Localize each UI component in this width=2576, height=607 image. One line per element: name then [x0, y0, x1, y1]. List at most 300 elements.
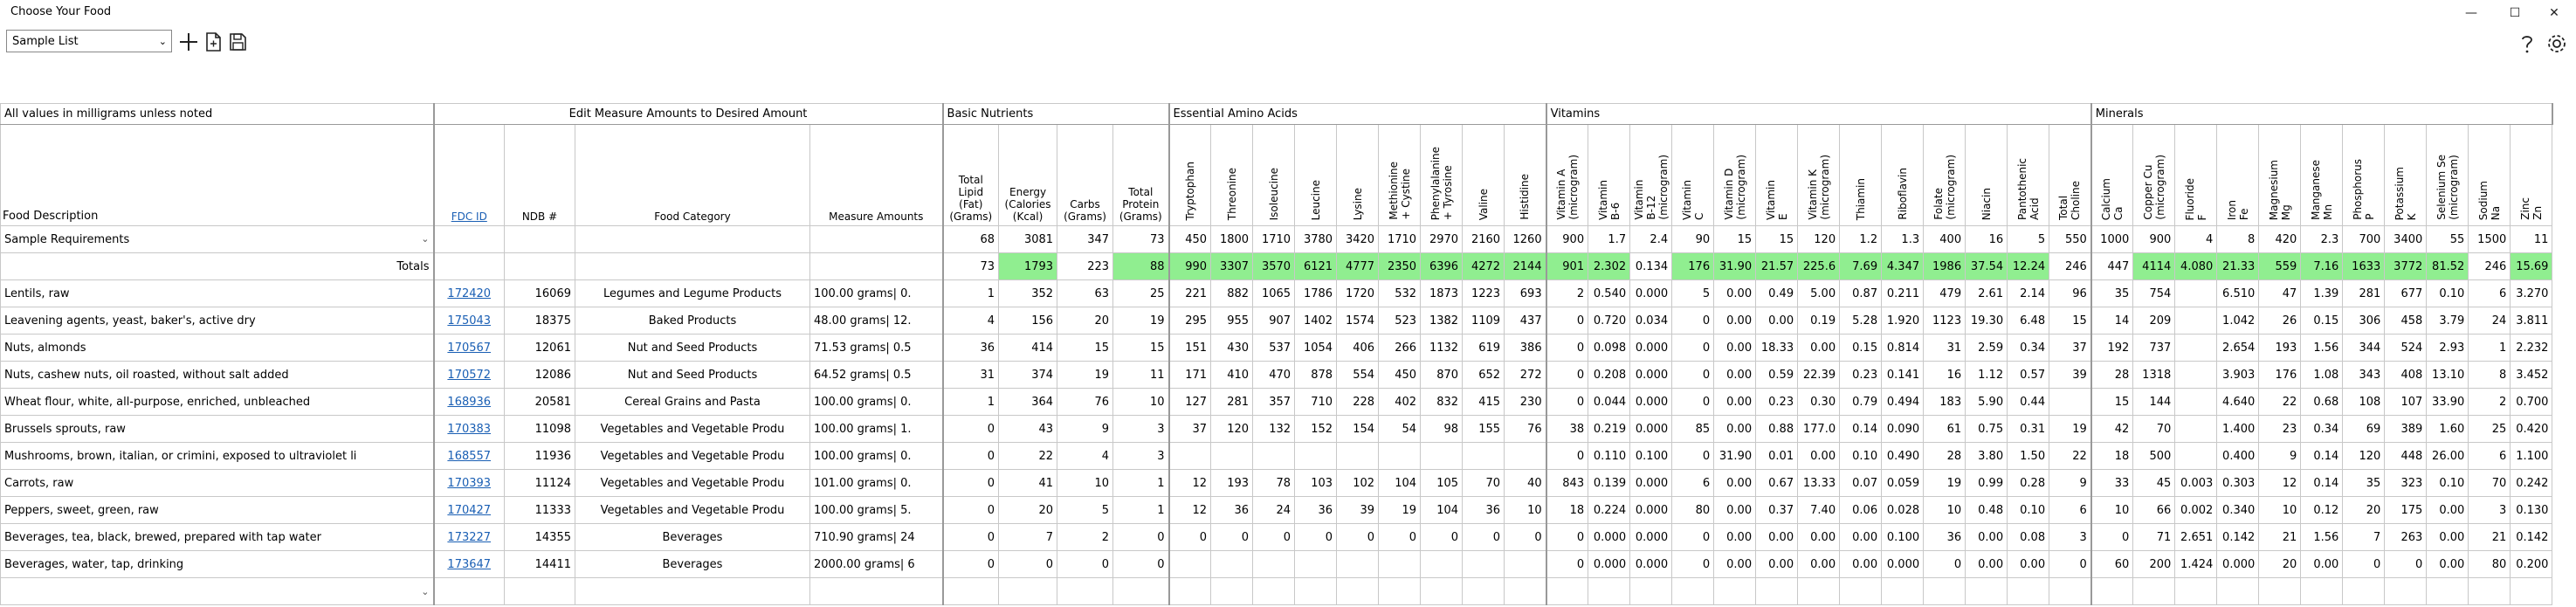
nutrient-value: 0.000 [2217, 551, 2259, 578]
new-file-icon[interactable] [201, 30, 225, 54]
food-description[interactable]: Beverages, water, tap, drinking [1, 551, 434, 578]
nutrient-value: 21 [2259, 524, 2301, 551]
measure-amount-input[interactable]: 100.00 grams| 0. [810, 389, 943, 416]
column-header-label: Iron Fe [2225, 199, 2250, 220]
nutrient-value: 389 [2385, 416, 2427, 443]
nutrient-value: 5.00 [1798, 280, 1840, 307]
nutrient-value: 281 [1211, 389, 1253, 416]
nutrient-value: 0 [1505, 524, 1546, 551]
nutrient-value: 8 [2469, 362, 2511, 389]
nutrient-value: 22 [999, 443, 1057, 470]
requirement-value[interactable]: 420 [2259, 226, 2301, 253]
nutrient-value: 0.23 [1756, 389, 1798, 416]
food-row[interactable] [1, 524, 2552, 551]
requirement-value[interactable]: 120 [1798, 226, 1840, 253]
nutrient-value: 3.79 [2427, 307, 2469, 335]
nutrient-value [1421, 443, 1463, 470]
nutrient-value: 0.49 [1756, 280, 1798, 307]
column-header-label: Threonine [1225, 167, 1238, 220]
requirement-value[interactable]: 900 [1546, 226, 1588, 253]
nutrient-value: 523 [1379, 307, 1421, 335]
total-value: 6396 [1421, 253, 1463, 280]
requirements-select[interactable] [1, 226, 434, 253]
requirement-value[interactable]: 3400 [2385, 226, 2427, 253]
nutrient-value: 230 [1505, 389, 1546, 416]
nutrient-value: 19 [2049, 416, 2091, 443]
total-value: 88 [1113, 253, 1169, 280]
nutrient-value: 1065 [1253, 280, 1295, 307]
empty-cell [1113, 578, 1169, 605]
requirement-value[interactable]: 2970 [1421, 226, 1463, 253]
nutrient-value: 0 [1546, 362, 1588, 389]
food-list-select-value: Sample List [12, 35, 79, 48]
requirement-value[interactable]: 1800 [1211, 226, 1253, 253]
nutrient-value: 21 [2469, 524, 2511, 551]
ndb-number: 16069 [505, 280, 575, 307]
nutrient-value: 0.15 [1840, 335, 1882, 362]
nutrient-value: 0.090 [1882, 416, 1924, 443]
nutrient-value: 45 [2133, 470, 2175, 497]
minimize-button[interactable]: — [2465, 6, 2477, 20]
nutrient-value: 554 [1337, 362, 1379, 389]
food-row[interactable] [1, 389, 2552, 416]
food-description[interactable]: Beverages, tea, black, brewed, prepared with tap water [1, 524, 434, 551]
nutrient-value: 0.000 [1630, 497, 1672, 524]
column-header-label: Food Category [654, 210, 731, 223]
total-value: 990 [1169, 253, 1211, 280]
column-header [2091, 125, 2133, 226]
requirement-value[interactable]: 1.3 [1882, 226, 1924, 253]
total-value: 4114 [2133, 253, 2175, 280]
measure-amount-input[interactable]: 64.52 grams| 0.5 [810, 362, 943, 389]
nutrient-value: 43 [999, 416, 1057, 443]
nutrient-value: 107 [2385, 389, 2427, 416]
requirement-value[interactable]: 400 [1924, 226, 1966, 253]
food-row[interactable] [1, 551, 2552, 578]
measure-amount-input[interactable]: 2000.00 grams| 6 [810, 551, 943, 578]
requirement-value[interactable]: 8 [2217, 226, 2259, 253]
nutrient-value [1505, 551, 1546, 578]
add-icon[interactable] [176, 30, 201, 54]
empty-cell [505, 578, 575, 605]
title-bar [0, 0, 2576, 26]
requirement-value[interactable]: 2160 [1463, 226, 1505, 253]
nutrient-value: 2.14 [2008, 280, 2049, 307]
column-header-label: Phosphorus P [2351, 159, 2376, 220]
requirement-value[interactable]: 3081 [999, 226, 1057, 253]
empty-cell [1337, 578, 1379, 605]
requirement-value[interactable]: 3780 [1295, 226, 1337, 253]
empty-cell [434, 226, 505, 253]
nutrient-value: 47 [2259, 280, 2301, 307]
measure-amount-input[interactable]: 100.00 grams| 0. [810, 280, 943, 307]
column-header-label: Phenylalanine + Tyrosine [1429, 146, 1454, 220]
nutrient-value: 0 [1672, 335, 1714, 362]
measure-amount-input[interactable]: 101.00 grams| 0. [810, 470, 943, 497]
nutrient-value: 0 [2385, 551, 2427, 578]
nutrient-value: 3 [2469, 497, 2511, 524]
empty-cell [1057, 578, 1113, 605]
nutrient-value: 24 [1253, 497, 1295, 524]
food-row[interactable] [1, 335, 2552, 362]
nutrient-value: 15 [1057, 335, 1113, 362]
nutrient-value: 0.00 [1966, 524, 2008, 551]
food-description[interactable]: Nuts, almonds [1, 335, 434, 362]
requirement-value[interactable]: 15 [1756, 226, 1798, 253]
measure-amount-input[interactable]: 48.00 grams| 12. [810, 307, 943, 335]
column-header [2259, 125, 2301, 226]
total-value: 176 [1672, 253, 1714, 280]
empty-cell [1672, 578, 1714, 605]
requirement-value[interactable]: 450 [1169, 226, 1211, 253]
empty-cell [999, 578, 1057, 605]
nutrient-value: 151 [1169, 335, 1211, 362]
requirement-value[interactable]: 2.4 [1630, 226, 1672, 253]
nutrient-value: 0.100 [1882, 524, 1924, 551]
food-description[interactable]: Nuts, cashew nuts, oil roasted, without salt added [1, 362, 434, 389]
nutrient-value: 0.10 [2427, 280, 2469, 307]
column-header [1840, 125, 1882, 226]
nutrient-value: 1720 [1337, 280, 1379, 307]
food-description[interactable]: Lentils, raw [1, 280, 434, 307]
nutrient-value [1295, 551, 1337, 578]
nutrient-value: 652 [1463, 362, 1505, 389]
nutrient-value: 41 [999, 470, 1057, 497]
requirement-value[interactable]: 1710 [1253, 226, 1295, 253]
nutrient-value: 11 [1113, 362, 1169, 389]
column-group-header: Edit Measure Amounts to Desired Amount [434, 104, 943, 125]
requirement-value[interactable]: 1.7 [1588, 226, 1630, 253]
nutrient-value: 19 [1924, 470, 1966, 497]
food-category: Legumes and Legume Products [575, 280, 810, 307]
nutrient-value: 6.48 [2008, 307, 2049, 335]
column-header [2133, 125, 2175, 226]
nutrient-value: 0 [1924, 551, 1966, 578]
nutrient-value: 448 [2385, 443, 2427, 470]
empty-cell [1966, 578, 2008, 605]
measure-amount-input[interactable]: 100.00 grams| 0. [810, 443, 943, 470]
nutrient-value: 0.000 [1630, 362, 1672, 389]
food-description[interactable]: Peppers, sweet, green, raw [1, 497, 434, 524]
nutrient-value: 0.79 [1840, 389, 1882, 416]
nutrient-value: 344 [2343, 335, 2385, 362]
column-header-label[interactable]: FDC ID [451, 210, 487, 223]
fdc-id-link[interactable]: 168557 [434, 443, 505, 470]
fdc-id-link[interactable]: 173227 [434, 524, 505, 551]
nutrient-value: 15 [2049, 307, 2091, 335]
food-row[interactable] [1, 307, 2552, 335]
requirement-value[interactable]: 11 [2511, 226, 2552, 253]
food-description[interactable]: Wheat flour, white, all-purpose, enriched, unbleached [1, 389, 434, 416]
nutrient-value: 14 [2091, 307, 2133, 335]
nutrient-value: 0.224 [1588, 497, 1630, 524]
nutrient-value: 0.14 [2301, 443, 2343, 470]
close-button[interactable]: ✕ [2549, 6, 2559, 20]
totals-row [1, 253, 2552, 280]
nutrient-value: 1873 [1421, 280, 1463, 307]
nutrient-value: 0.30 [1798, 389, 1840, 416]
ndb-number: 11098 [505, 416, 575, 443]
total-value: 559 [2259, 253, 2301, 280]
nutrient-value: 0.303 [2217, 470, 2259, 497]
nutrient-value: 0 [999, 551, 1057, 578]
empty-cell [2511, 578, 2552, 605]
save-icon[interactable] [225, 30, 250, 54]
nutrient-value: 0.00 [2301, 551, 2343, 578]
nutrient-value: 2 [2469, 389, 2511, 416]
nutrient-value: 0.000 [1630, 416, 1672, 443]
column-header [1924, 125, 1966, 226]
requirements-label: Sample Requirements [4, 232, 130, 246]
nutrient-value: 2.654 [2217, 335, 2259, 362]
column-header [2049, 125, 2091, 226]
food-category: Nut and Seed Products [575, 335, 810, 362]
empty-cell [434, 578, 505, 605]
column-header [943, 125, 999, 226]
new-food-row[interactable] [1, 578, 2552, 605]
nutrient-value: 437 [1505, 307, 1546, 335]
requirement-value[interactable]: 1260 [1505, 226, 1546, 253]
nutrient-value: 36 [943, 335, 999, 362]
nutrient-value: 63 [1057, 280, 1113, 307]
requirement-value[interactable]: 700 [2343, 226, 2385, 253]
measure-amount-input[interactable]: 100.00 grams| 5. [810, 497, 943, 524]
requirement-value[interactable]: 550 [2049, 226, 2091, 253]
food-row[interactable] [1, 416, 2552, 443]
total-value: 7.16 [2301, 253, 2343, 280]
gear-icon[interactable] [2545, 31, 2569, 56]
column-header [1463, 125, 1505, 226]
empty-cell [575, 226, 810, 253]
fdc-id-link[interactable]: 170427 [434, 497, 505, 524]
requirement-value[interactable]: 1710 [1379, 226, 1421, 253]
nutrient-value: 16 [1924, 362, 1966, 389]
help-icon[interactable] [2515, 31, 2539, 56]
nutrient-value: 0.67 [1756, 470, 1798, 497]
nutrient-value: 0 [1546, 551, 1588, 578]
nutrient-value: 2.93 [2427, 335, 2469, 362]
requirement-value[interactable]: 1.2 [1840, 226, 1882, 253]
fdc-id-link[interactable]: 170393 [434, 470, 505, 497]
total-value: 2.302 [1588, 253, 1630, 280]
nutrient-value: 0 [1546, 443, 1588, 470]
measure-amount-input[interactable]: 100.00 grams| 1. [810, 416, 943, 443]
column-header-label: Total Choline [2057, 181, 2083, 220]
nutrient-value: 343 [2343, 362, 2385, 389]
nutrient-value: 0.00 [1966, 551, 2008, 578]
nutrient-value: 10 [2091, 497, 2133, 524]
column-header-label: Zinc Zn [2518, 197, 2544, 220]
empty-cell [434, 253, 505, 280]
nutrient-value: 0.000 [1630, 389, 1672, 416]
empty-cell [2343, 578, 2385, 605]
nutrient-value: 36 [1924, 524, 1966, 551]
column-header-label: NDB # [521, 210, 558, 223]
nutrient-value: 103 [1295, 470, 1337, 497]
column-header [1, 125, 434, 226]
requirement-value[interactable]: 3420 [1337, 226, 1379, 253]
nutrient-value: 0.211 [1882, 280, 1924, 307]
fdc-id-link[interactable]: 170567 [434, 335, 505, 362]
column-header [1253, 125, 1295, 226]
nutrient-value: 2.61 [1966, 280, 2008, 307]
requirement-value[interactable]: 4 [2175, 226, 2217, 253]
requirement-value[interactable]: 900 [2133, 226, 2175, 253]
food-description[interactable]: Carrots, raw [1, 470, 434, 497]
empty-cell [1714, 578, 1756, 605]
nutrient-value: 907 [1253, 307, 1295, 335]
food-row[interactable] [1, 443, 2552, 470]
empty-cell [1421, 578, 1463, 605]
column-header [2511, 125, 2552, 226]
empty-cell [2175, 578, 2217, 605]
nutrient-value: 0 [943, 551, 999, 578]
nutrient-value: 0.14 [2301, 470, 2343, 497]
nutrient-value: 0.00 [2008, 551, 2049, 578]
nutrient-value: 1 [1113, 470, 1169, 497]
requirement-value[interactable]: 2.3 [2301, 226, 2343, 253]
nutrient-value: 0.139 [1588, 470, 1630, 497]
requirement-value[interactable]: 90 [1672, 226, 1714, 253]
fdc-id-link[interactable]: 175043 [434, 307, 505, 335]
nutrient-value: 221 [1169, 280, 1211, 307]
empty-cell [2217, 578, 2259, 605]
nutrient-value: 0.01 [1756, 443, 1798, 470]
nutrient-value: 108 [2343, 389, 2385, 416]
requirement-value[interactable]: 5 [2008, 226, 2049, 253]
column-header-label: Folate (microgram) [1932, 155, 1957, 220]
total-value: 2350 [1379, 253, 1421, 280]
fdc-id-link[interactable]: 168936 [434, 389, 505, 416]
total-value: 7.69 [1840, 253, 1882, 280]
nutrient-value: 0 [943, 524, 999, 551]
column-header [1505, 125, 1546, 226]
column-header-row [1, 125, 2552, 226]
fdc-id-link[interactable]: 170383 [434, 416, 505, 443]
nutrient-value [1295, 443, 1337, 470]
column-header[interactable] [434, 125, 505, 226]
nutrient-value [1337, 443, 1379, 470]
nutrient-value: 25 [1113, 280, 1169, 307]
empty-cell [1169, 578, 1211, 605]
food-description[interactable]: Leavening agents, yeast, baker's, active dry [1, 307, 434, 335]
requirement-value[interactable]: 1000 [2091, 226, 2133, 253]
fdc-id-link[interactable]: 173647 [434, 551, 505, 578]
food-row[interactable] [1, 362, 2552, 389]
nutrient-value: 0.00 [1798, 335, 1840, 362]
new-food-select[interactable] [1, 578, 434, 605]
food-description[interactable]: Mushrooms, brown, italian, or crimini, exposed to ultraviolet li [1, 443, 434, 470]
nutrient-value: 228 [1337, 389, 1379, 416]
nutrient-value: 0.34 [2301, 416, 2343, 443]
nutrient-value: 0.490 [1882, 443, 1924, 470]
requirement-value[interactable]: 16 [1966, 226, 2008, 253]
nutrient-value: 6 [1672, 470, 1714, 497]
nutrient-value: 0 [1337, 524, 1379, 551]
empty-cell [1630, 578, 1672, 605]
food-row[interactable] [1, 497, 2552, 524]
column-header [1421, 125, 1463, 226]
column-header [505, 125, 575, 226]
nutrient-value: 13.33 [1798, 470, 1840, 497]
nutrient-value: 37 [2049, 335, 2091, 362]
total-value: 15.69 [2511, 253, 2552, 280]
fdc-id-link[interactable]: 172420 [434, 280, 505, 307]
column-header-label: Thiamin [1854, 177, 1867, 220]
total-value: 37.54 [1966, 253, 2008, 280]
food-list-select[interactable] [6, 30, 172, 52]
column-header [2301, 125, 2343, 226]
nutrient-value: 0.000 [1630, 280, 1672, 307]
nutrient-value: 524 [2385, 335, 2427, 362]
empty-cell [2427, 578, 2469, 605]
nutrient-value: 78 [1253, 470, 1295, 497]
column-group-header: Minerals [2091, 104, 2552, 125]
empty-cell [1463, 578, 1505, 605]
column-header-label: Lysine [1351, 187, 1364, 220]
empty-cell [1505, 578, 1546, 605]
nutrient-value: 1786 [1295, 280, 1337, 307]
measure-amount-input[interactable]: 71.53 grams| 0.5 [810, 335, 943, 362]
nutrient-value: 737 [2133, 335, 2175, 362]
nutrient-value: 430 [1211, 335, 1253, 362]
requirement-value[interactable]: 1500 [2469, 226, 2511, 253]
column-header [1714, 125, 1756, 226]
requirement-value[interactable]: 15 [1714, 226, 1756, 253]
measure-amount-input[interactable]: 710.90 grams| 24 [810, 524, 943, 551]
requirement-value[interactable]: 55 [2427, 226, 2469, 253]
requirement-value[interactable]: 68 [943, 226, 999, 253]
column-header-label: Histidine [1519, 174, 1532, 220]
nutrient-value: 754 [2133, 280, 2175, 307]
nutrient-value: 0 [1672, 524, 1714, 551]
total-value: 4777 [1337, 253, 1379, 280]
total-value: 31.90 [1714, 253, 1756, 280]
window-title: Choose Your Food [10, 5, 112, 18]
total-value: 225.6 [1798, 253, 1840, 280]
fdc-id-link[interactable]: 170572 [434, 362, 505, 389]
nutrient-value: 154 [1337, 416, 1379, 443]
nutrient-value: 4 [943, 307, 999, 335]
food-row[interactable] [1, 280, 2552, 307]
nutrient-value: 3.452 [2511, 362, 2552, 389]
empty-cell [505, 226, 575, 253]
empty-cell [810, 253, 943, 280]
nutrient-value: 0.19 [1798, 307, 1840, 335]
nutrient-value [1421, 551, 1463, 578]
food-description[interactable]: Brussels sprouts, raw [1, 416, 434, 443]
nutrient-value: 6.510 [2217, 280, 2259, 307]
maximize-button[interactable]: ☐ [2509, 6, 2521, 20]
nutrient-value: 0.100 [1630, 443, 1672, 470]
nutrient-value: 15 [1113, 335, 1169, 362]
nutrient-value: 96 [2049, 280, 2091, 307]
nutrient-value: 0.57 [2008, 362, 2049, 389]
nutrient-value: 19 [1379, 497, 1421, 524]
nutrient-value: 0 [2091, 524, 2133, 551]
nutrient-value: 209 [2133, 307, 2175, 335]
requirement-value[interactable]: 347 [1057, 226, 1113, 253]
requirement-value[interactable]: 73 [1113, 226, 1169, 253]
nutrient-value: 33 [2091, 470, 2133, 497]
nutrient-value [1379, 443, 1421, 470]
nutrient-value: 1.50 [2008, 443, 2049, 470]
food-row[interactable] [1, 470, 2552, 497]
nutrient-value: 0.00 [2427, 551, 2469, 578]
nutrient-value: 0.142 [2217, 524, 2259, 551]
ndb-number: 11333 [505, 497, 575, 524]
nutrient-value: 0.00 [1714, 524, 1756, 551]
